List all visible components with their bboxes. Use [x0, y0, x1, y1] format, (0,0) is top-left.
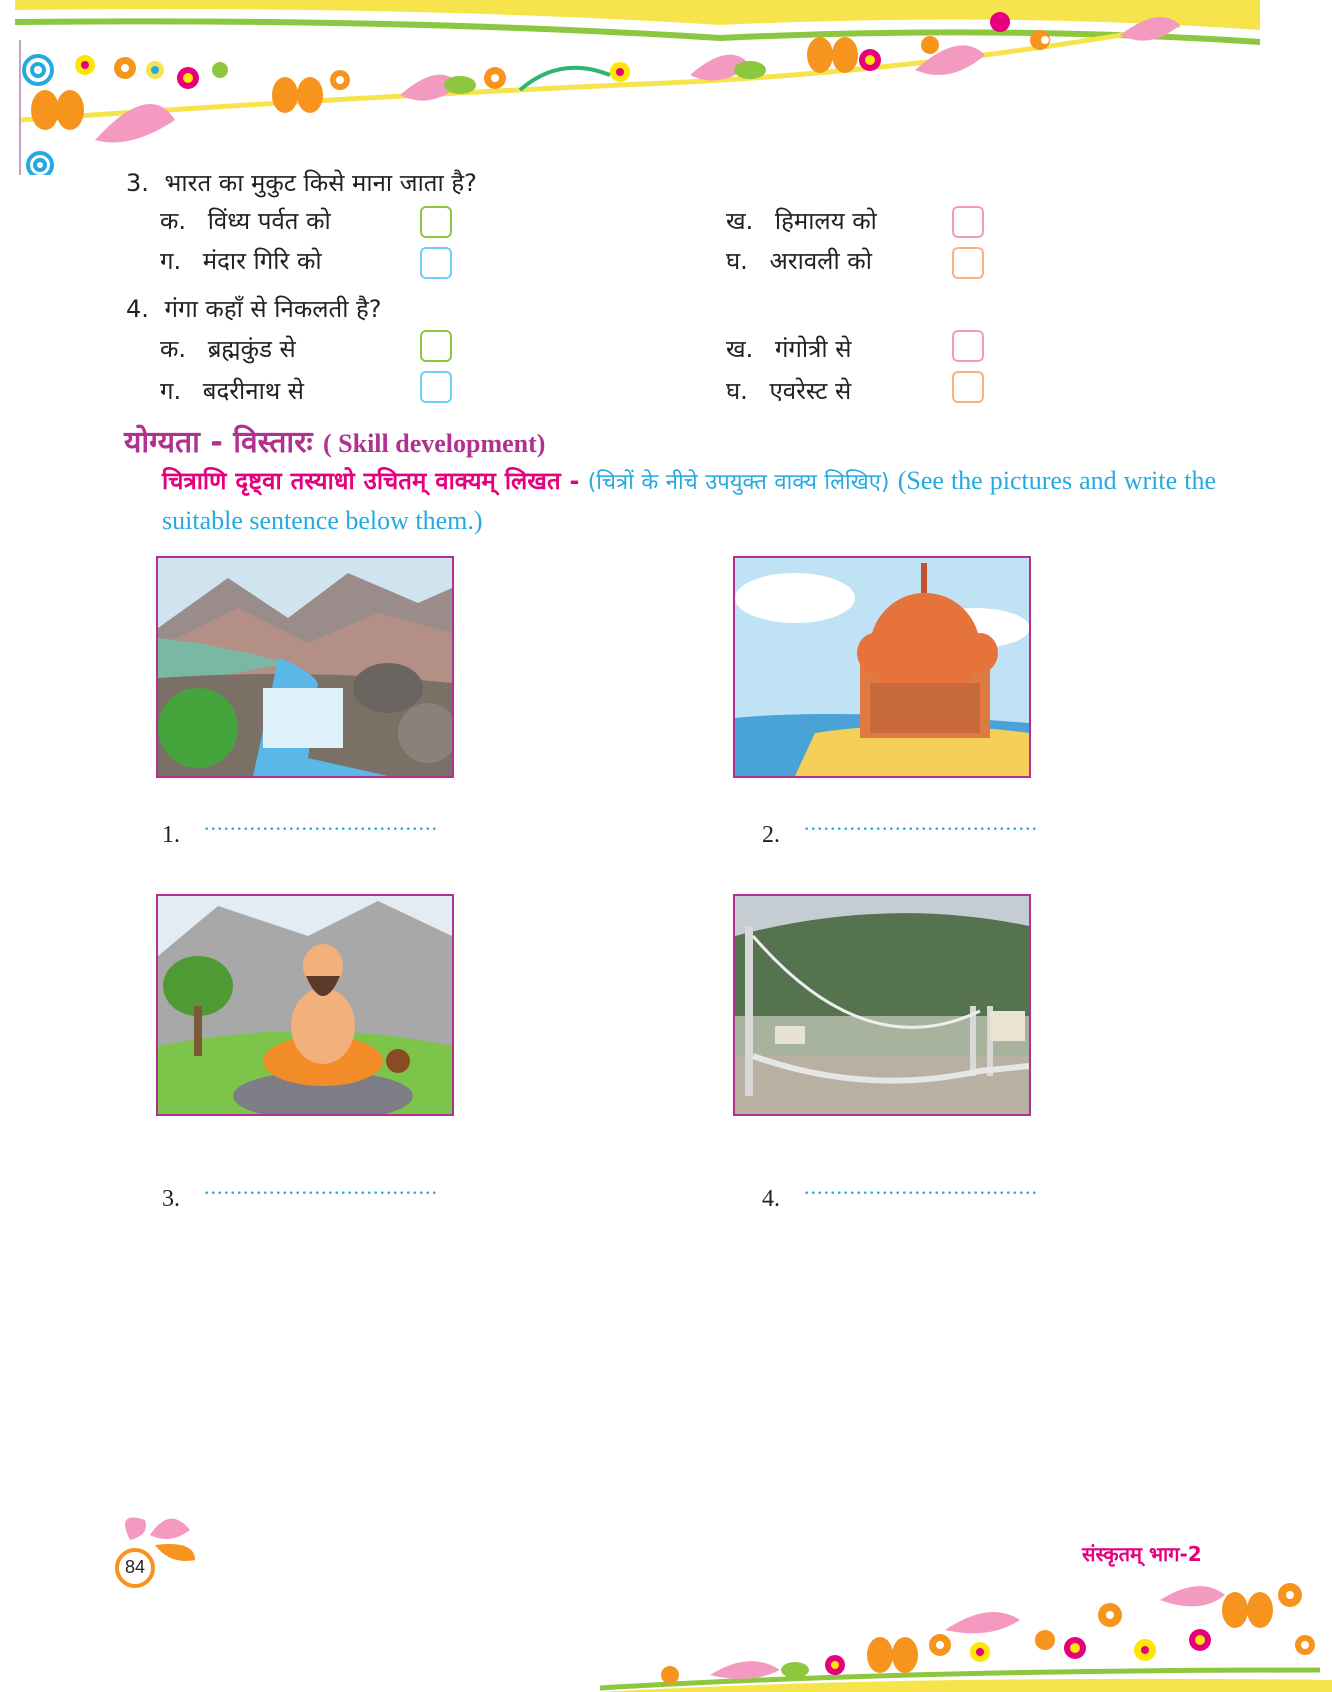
instruction — [162, 462, 1216, 540]
question-text: गंगा कहाँ से निकलती है? — [164, 295, 382, 323]
checkbox-option-gha[interactable] — [952, 247, 984, 279]
picture-meditating-sage — [156, 894, 454, 1116]
section-heading — [124, 420, 545, 461]
answer-line-1[interactable]: .................................... — [204, 810, 438, 835]
option-kha: ख. गंगोत्री से — [726, 335, 852, 363]
page-number: 84 — [125, 1557, 146, 1577]
checkbox-option-gha[interactable] — [952, 371, 984, 403]
answer-number-3: 3. — [162, 1186, 180, 1212]
top-decorative-border — [0, 0, 1332, 175]
option-gha: घ. एवरेस्ट से — [726, 377, 852, 405]
bottom-decorative-border — [600, 1570, 1332, 1692]
question-text: भारत का मुकुट किसे माना जाता है? — [164, 169, 477, 197]
answer-number-1: 1. — [162, 822, 180, 848]
answer-line-3[interactable]: .................................... — [204, 1174, 438, 1199]
option-gha: घ. अरावली को — [726, 247, 872, 275]
section-title-sanskrit: योग्यता - विस्तारः — [124, 425, 313, 460]
option-ka: क. ब्रह्मकुंड से — [160, 335, 296, 363]
checkbox-option-ga[interactable] — [420, 247, 452, 279]
option-ga: ग. बदरीनाथ से — [160, 377, 305, 405]
picture-mountain-river — [156, 556, 454, 778]
option-ka: क. विंध्य पर्वत को — [160, 207, 331, 235]
instruction-hindi: (चित्रों के नीचे उपयुक्त वाक्य लिखिए) — [587, 470, 890, 495]
answer-number-2: 2. — [762, 822, 780, 848]
book-title: संस्कृतम् भाग-2 — [1082, 1542, 1202, 1566]
question-4 — [126, 292, 382, 325]
option-kha: ख. हिमालय को — [726, 207, 877, 235]
checkbox-option-ga[interactable] — [420, 371, 452, 403]
checkbox-option-kha[interactable] — [952, 206, 984, 238]
checkbox-option-kha[interactable] — [952, 330, 984, 362]
answer-line-4[interactable]: .................................... — [804, 1174, 1038, 1199]
picture-temple-riverbank — [733, 556, 1031, 778]
checkbox-option-ka[interactable] — [420, 206, 452, 238]
option-ga: ग. मंदार गिरि को — [160, 247, 322, 275]
instruction-sanskrit: चित्राणि दृष्ट्वा तस्याधो उचितम् वाक्यम् लिखत - — [162, 467, 580, 495]
question-number: 4. — [126, 295, 149, 323]
checkbox-option-ka[interactable] — [420, 330, 452, 362]
page-number-flower — [110, 1510, 200, 1590]
picture-suspension-bridge — [733, 894, 1031, 1116]
instruction-english: (See the pictures and write the suitable sentence below them.) — [162, 466, 1216, 535]
answer-number-4: 4. — [762, 1186, 780, 1212]
section-title-english: ( Skill development) — [322, 429, 546, 458]
question-3 — [126, 166, 477, 199]
answer-line-2[interactable]: .................................... — [804, 810, 1038, 835]
question-number: 3. — [126, 169, 149, 197]
